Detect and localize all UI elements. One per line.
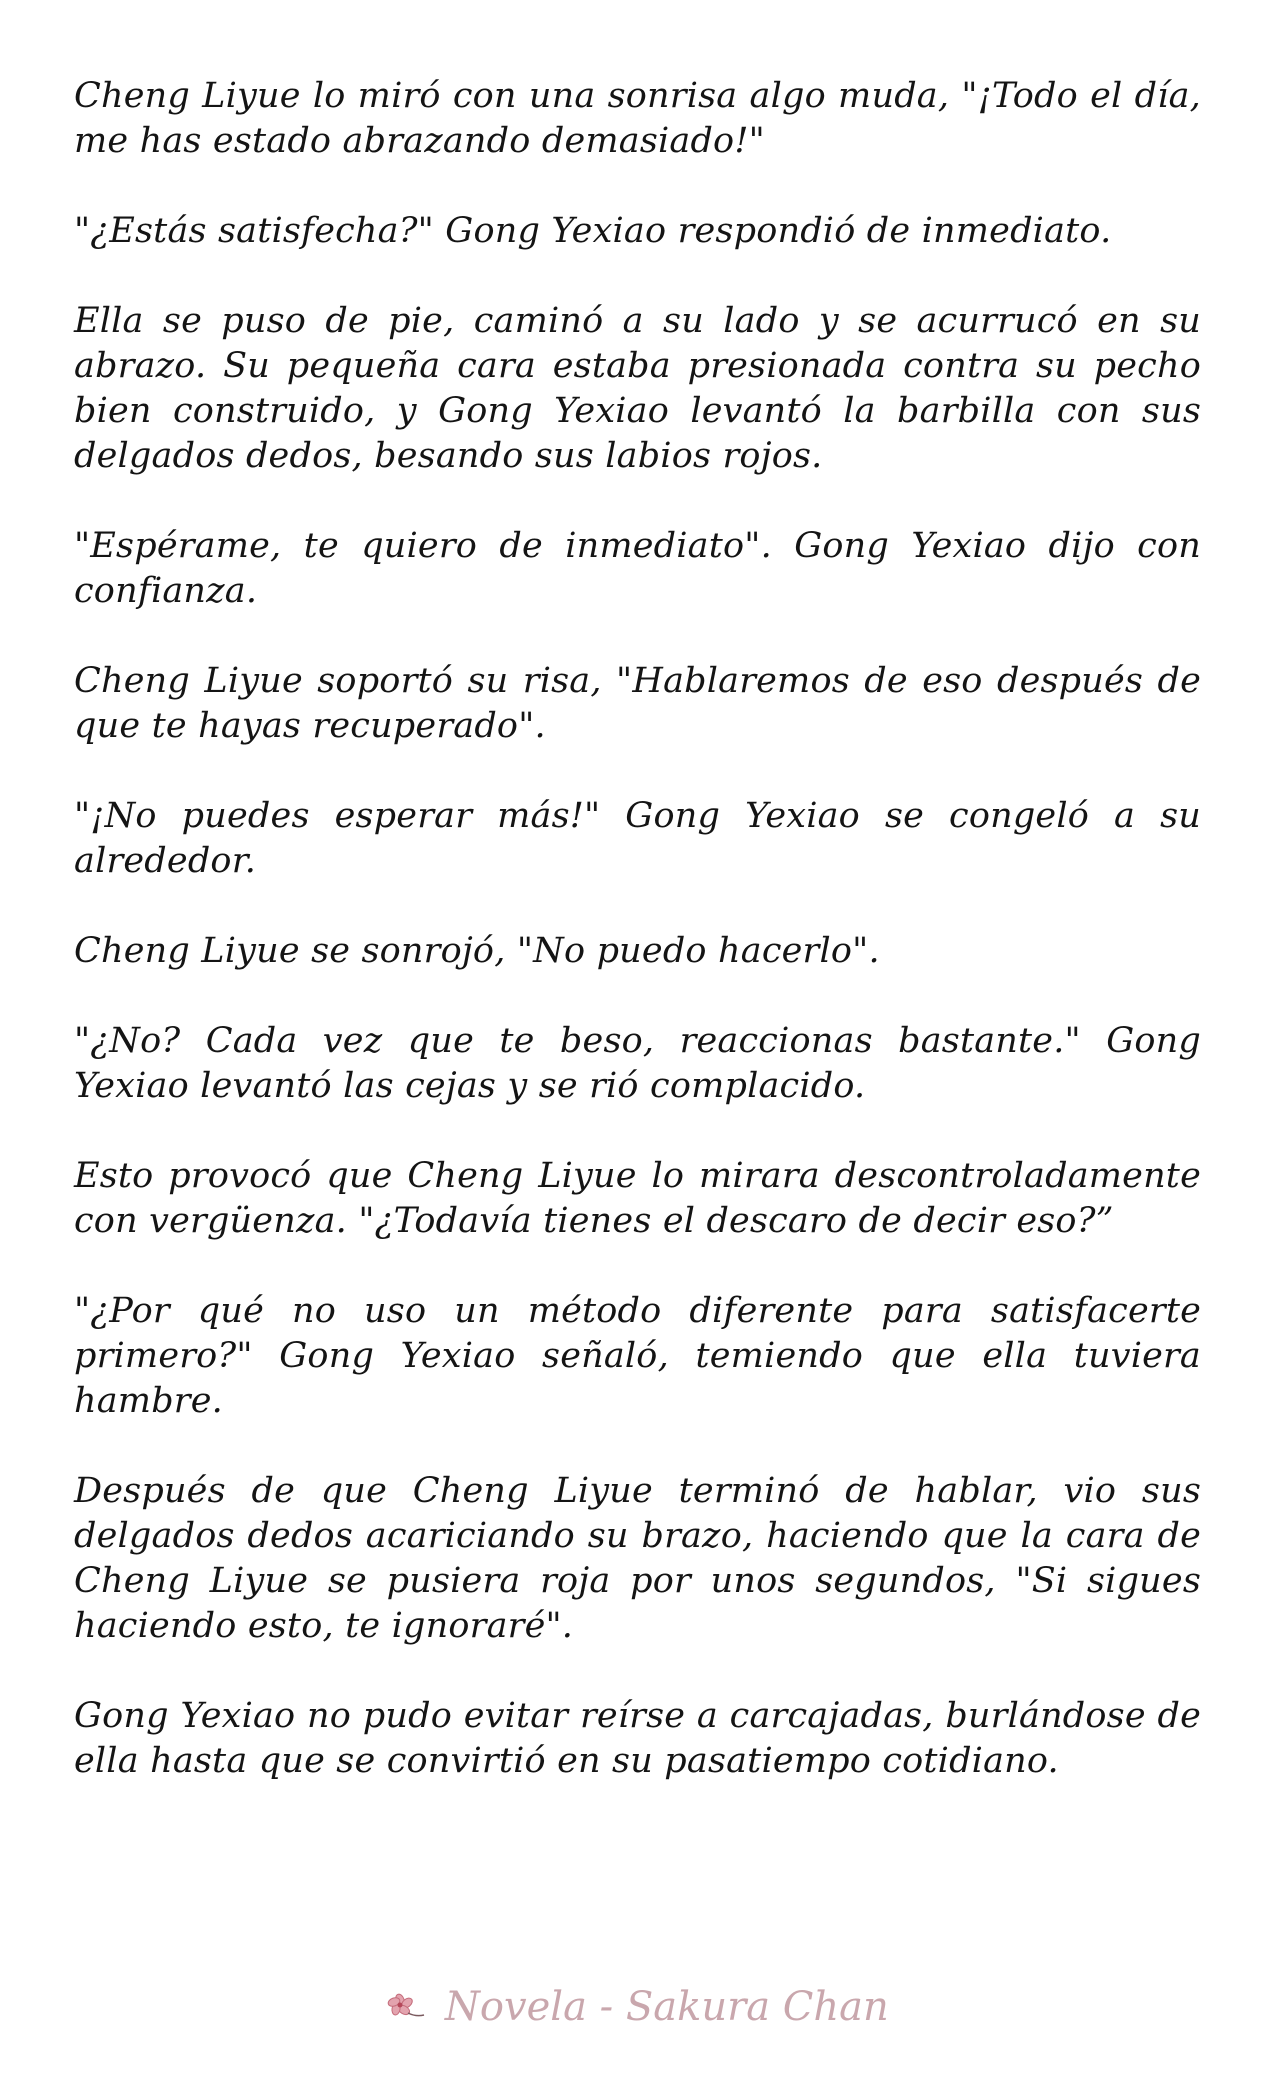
paragraph: Gong Yexiao no pudo evitar reírse a carcajadas, burlándose de ella hasta que se convirtió en su pasatiempo cotidiano. (74, 1696, 1201, 1781)
paragraph: Cheng Liyue lo miró con una sonrisa algo muda, "¡Todo el día, me has estado abrazando demasiado!" (74, 76, 1201, 161)
paragraph: "¿Estás satisfecha?" Gong Yexiao respondió de inmediato. (74, 211, 1112, 251)
paragraph: Ella se puso de pie, caminó a su lado y se acurrucó en su abrazo. Su pequeña cara estaba presionada contra su pecho bien construido, y Gong Yexiao levantó la barbilla con sus delgados dedos, besando sus labios rojos. (74, 301, 1201, 476)
paragraph: "¿Por qué no uso un método diferente para satisfacerte primero?" Gong Yexiao señaló, temiendo que ella tuviera hambre. (74, 1291, 1201, 1421)
watermark-text: Novela - Sakura Chan (444, 1984, 889, 2030)
watermark (0, 1984, 1275, 2033)
paragraph: "Espérame, te quiero de inmediato". Gong Yexiao dijo con confianza. (74, 526, 1201, 611)
paragraph: Cheng Liyue soportó su risa, "Hablaremos de eso después de que te hayas recuperado". (74, 661, 1201, 746)
paragraph: "¡No puedes esperar más!" Gong Yexiao se congeló a su alrededor. (74, 796, 1201, 881)
paragraph: Esto provocó que Cheng Liyue lo mirara descontroladamente con vergüenza. "¿Todavía tienes el descaro de decir eso?” (74, 1156, 1201, 1241)
paragraph: Cheng Liyue se sonrojó, "No puedo hacerlo". (74, 931, 880, 971)
paragraph: Después de que Cheng Liyue terminó de hablar, vio sus delgados dedos acariciando su brazo, haciendo que la cara de Cheng Liyue se pusiera roja por unos segundos, "Si sigues haciendo esto, te ignoraré". (74, 1471, 1201, 1646)
paragraph: "¿No? Cada vez que te beso, reaccionas bastante." Gong Yexiao levantó las cejas y se rió complacido. (74, 1021, 1201, 1106)
sakura-flower-icon (386, 1987, 426, 2033)
chapter-text (74, 74, 1201, 1829)
